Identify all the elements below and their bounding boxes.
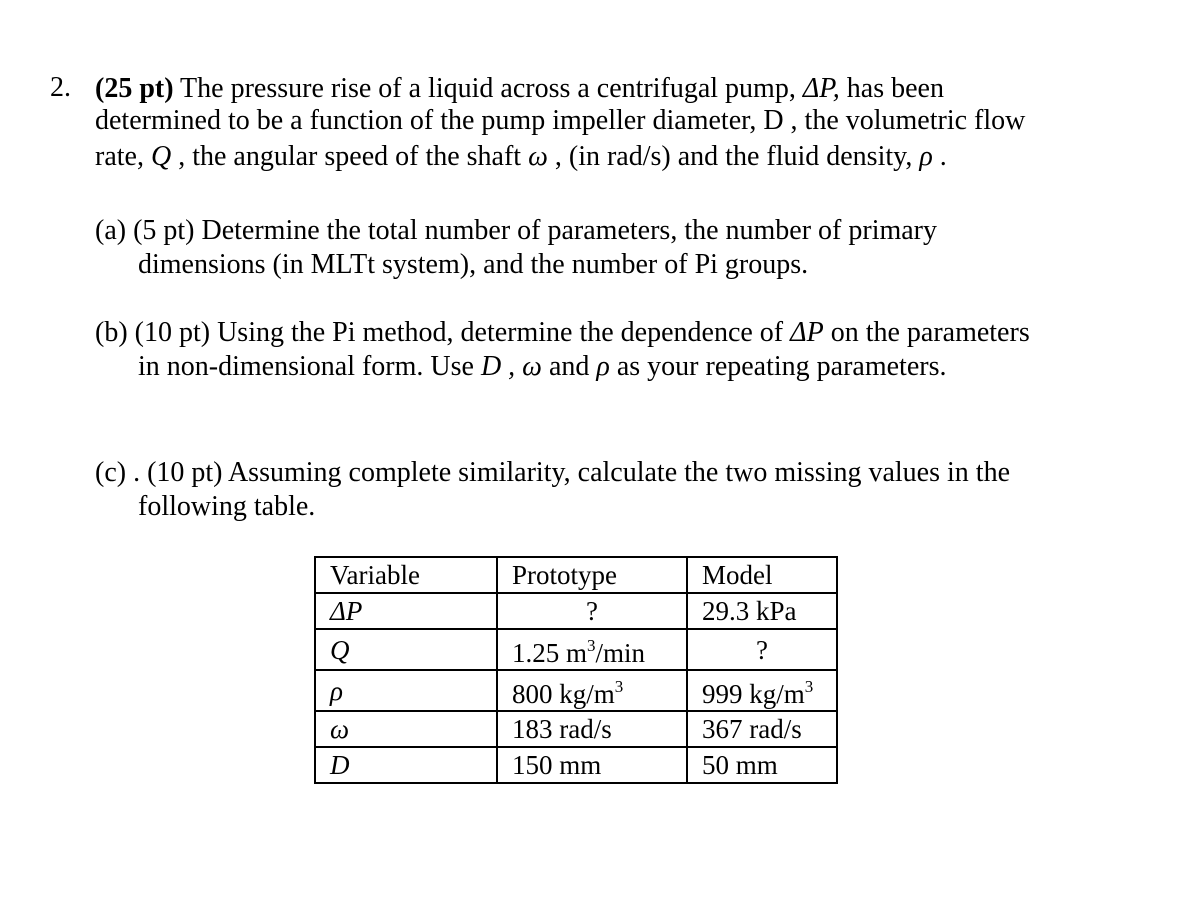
- d-omega-symbols: D , ω: [480, 351, 542, 382]
- prototype-cell: [497, 670, 687, 711]
- q-symbol: Q: [150, 141, 172, 172]
- prototype-cell: ?: [497, 593, 687, 629]
- table-row: [315, 747, 837, 783]
- table-header-row: [315, 557, 837, 593]
- variable-cell: Q: [315, 629, 497, 670]
- value-text: 999 kg/m: [702, 679, 805, 709]
- rho-symbol: ρ: [919, 141, 933, 172]
- problem-text-end: has been: [839, 73, 944, 104]
- part-c-line-1: (c) . (10 pt) Assuming complete similarity, calculate the two missing values in the: [95, 457, 1010, 488]
- table-row: [315, 711, 837, 747]
- problem-text: , (in rad/s) and the fluid density,: [547, 141, 920, 172]
- problem-line-3: [95, 140, 947, 174]
- value-text: /min: [595, 638, 646, 668]
- part-a-line-2: dimensions (in MLTt system), and the number of Pi groups.: [138, 249, 809, 280]
- model-cell: 29.3 kPa: [687, 593, 837, 629]
- value-text: 1.25 m: [512, 638, 588, 668]
- part-b-text: as your repeating parameters.: [609, 351, 947, 382]
- superscript: 3: [804, 677, 814, 696]
- problem-text: .: [932, 141, 947, 172]
- delta-p-symbol: ΔP: [790, 317, 824, 348]
- points-label: (25 pt): [95, 73, 174, 104]
- delta-p-symbol: ΔP,: [802, 73, 840, 104]
- similarity-table: [314, 556, 838, 784]
- superscript: 3: [587, 636, 596, 655]
- table-row: [315, 593, 837, 629]
- header-model: Model: [687, 557, 837, 593]
- model-cell: 50 mm: [687, 747, 837, 783]
- value-text: 800 kg/m: [512, 679, 615, 709]
- variable-cell: ρ: [315, 670, 497, 711]
- variable-cell: ΔP: [315, 593, 497, 629]
- rho-symbol: ρ: [596, 351, 610, 382]
- problem-text: rate,: [95, 141, 151, 172]
- part-b-line-2: [138, 350, 946, 384]
- problem-line-2: determined to be a function of the pump impeller diameter, D , the volumetric flow: [95, 105, 1026, 136]
- variable-cell: D: [315, 747, 497, 783]
- header-variable: Variable: [315, 557, 497, 593]
- part-b-text: (b) (10 pt) Using the Pi method, determine the dependence of: [95, 317, 791, 348]
- part-c-line-2: following table.: [138, 491, 316, 522]
- prototype-cell: 183 rad/s: [497, 711, 687, 747]
- omega-symbol: ω: [528, 141, 548, 172]
- variable-cell: ω: [315, 711, 497, 747]
- problem-text: The pressure rise of a liquid across a centrifugal pump,: [173, 73, 803, 104]
- header-prototype: Prototype: [497, 557, 687, 593]
- problem-text: , the angular speed of the shaft: [171, 141, 529, 172]
- question-number: 2.: [50, 72, 71, 103]
- table-row: [315, 670, 837, 711]
- part-a-line-1: (a) (5 pt) Determine the total number of parameters, the number of primary: [95, 215, 938, 246]
- model-cell: [687, 670, 837, 711]
- problem-line-1: [95, 72, 944, 106]
- prototype-cell: 150 mm: [497, 747, 687, 783]
- prototype-cell: [497, 629, 687, 670]
- model-cell: 367 rad/s: [687, 711, 837, 747]
- model-cell: ?: [687, 629, 837, 670]
- superscript: 3: [614, 677, 624, 696]
- part-b-text: and: [541, 351, 597, 382]
- part-b-text: in non-dimensional form. Use: [138, 351, 481, 382]
- part-b-line-1: [95, 316, 1030, 350]
- part-b-text: on the parameters: [823, 317, 1030, 348]
- table-row: [315, 629, 837, 670]
